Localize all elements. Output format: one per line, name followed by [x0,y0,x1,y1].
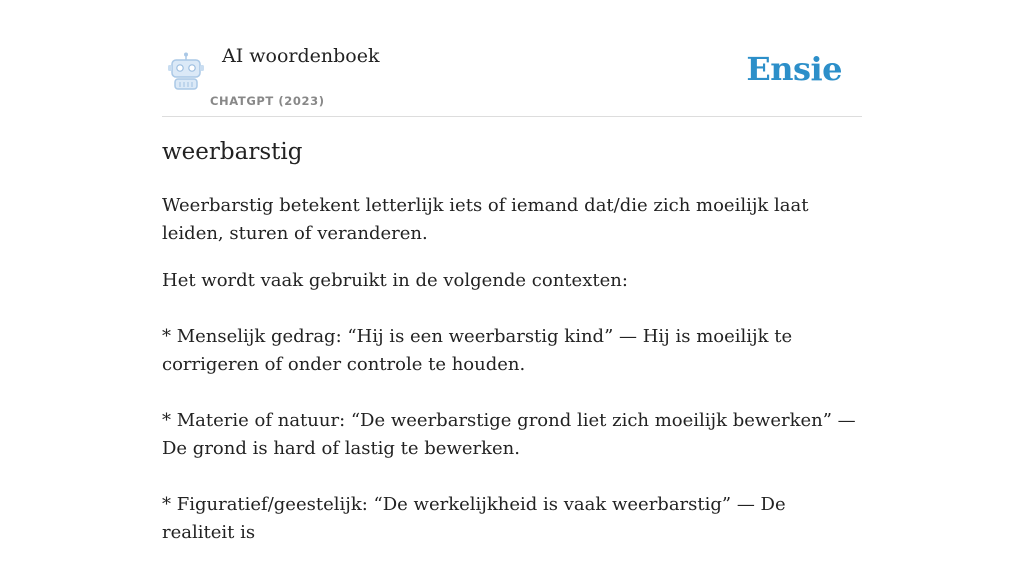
list-item: * Materie of natuur: “De weerbarstige grond liet zich moeilijk bewerken” — De grond is hard of lastig te bewerken. [162,410,856,459]
entry-content [162,192,862,575]
source-title[interactable]: AI woordenboek [222,45,380,67]
list-item: * Menselijk gedrag: “Hij is een weerbarstig kind” — Hij is moeilijk te corrigeren of onder controle te houden. [162,326,793,375]
list-item: * Figuratief/geestelijk: “De werkelijkheid is vaak weerbarstig” — De realiteit is [162,494,786,543]
headword: weerbarstig [162,139,303,165]
robot-icon [166,52,206,90]
intro-text: Het wordt vaak gebruikt in de volgende contexten: [162,270,628,291]
page [162,0,862,543]
definition-text: Weerbarstig betekent letterlijk iets of iemand dat/die zich moeilijk laat leiden, sturen of veranderen. [162,195,809,244]
entry-header [162,0,862,117]
brand-logo[interactable]: Ensie [746,50,842,88]
source-subtitle: CHATGPT (2023) [210,94,325,108]
